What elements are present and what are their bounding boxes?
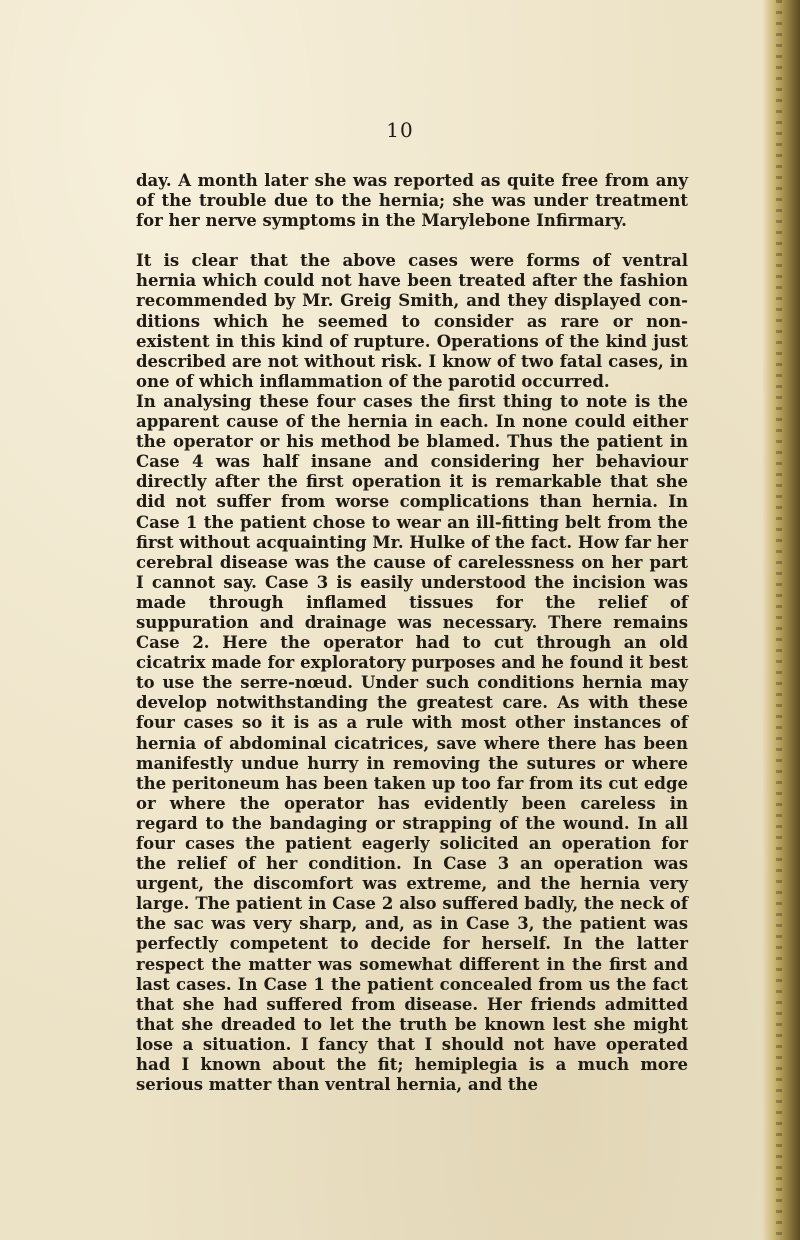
page-number: 10 bbox=[386, 118, 414, 142]
body-text bbox=[136, 171, 688, 1095]
paragraph: It is clear that the above cases were forms of ventral hernia which could not have been treated after the fashion recommended by Mr. Greig Smith, and they displayed conditions which he seemed to consider as rare or non-existent in this kind of rupture. Operations of the kind just described are not without risk. I know of two fatal cases, in one of which inflammation of the parotid occurred. bbox=[136, 251, 688, 391]
paragraph: In analysing these four cases the first thing to note is the apparent cause of the hernia in each. In none could either the operator or his method be blamed. Thus the patient in Case 4 was half insane and considering her behaviour directly after the first operation it is remarkable that she did not suffer from worse complications than hernia. In Case 1 the patient chose to wear an ill-fitting belt from the first without acquainting Mr. Hulke of the fact. How far her cerebral disease was the cause of carelessness on her part I cannot say. Case 3 is easily understood the incision was made through inflamed tissues for the relief of suppuration and drainage was necessary. There remains Case 2. Here the operator had to cut through an old cicatrix made for exploratory purposes and he found it best to use the serre-nœud. Under such conditions hernia may develop notwithstanding the greatest care. As with these four cases so it is as a rule with most other instances of hernia of abdominal cicatrices, save where there has been manifestly undue hurry in removing the sutures or where the peritoneum has been taken up too far from its cut edge or where the operator has evidently been careless in regard to the bandaging or strapping of the wound. In all four cases the patient eagerly solicited an operation for the relief of her condition. In Case 3 an operation was urgent, the discomfort was extreme, and the hernia very large. The patient in Case 2 also suffered badly, the neck of the sac was very sharp, and, as in Case 3, the patient was perfectly competent to decide for herself. In the latter respect the matter was somewhat different in the first and last cases. In Case 1 the patient concealed from us the fact that she had suffered from disease. Her friends admitted that she dreaded to let the truth be known lest she might lose a situation. I fancy that I should not have operated had I known about the fit; hemiplegia is a much more serious matter than ventral hernia, and the bbox=[136, 391, 688, 1095]
paragraph: day. A month later she was reported as quite free from any of the trouble due to the hernia; she was under treatment for her nerve symptoms in the Marylebone Infirmary. bbox=[136, 171, 688, 231]
page-edge-binding bbox=[762, 0, 800, 1240]
paragraph-gap bbox=[136, 231, 688, 251]
